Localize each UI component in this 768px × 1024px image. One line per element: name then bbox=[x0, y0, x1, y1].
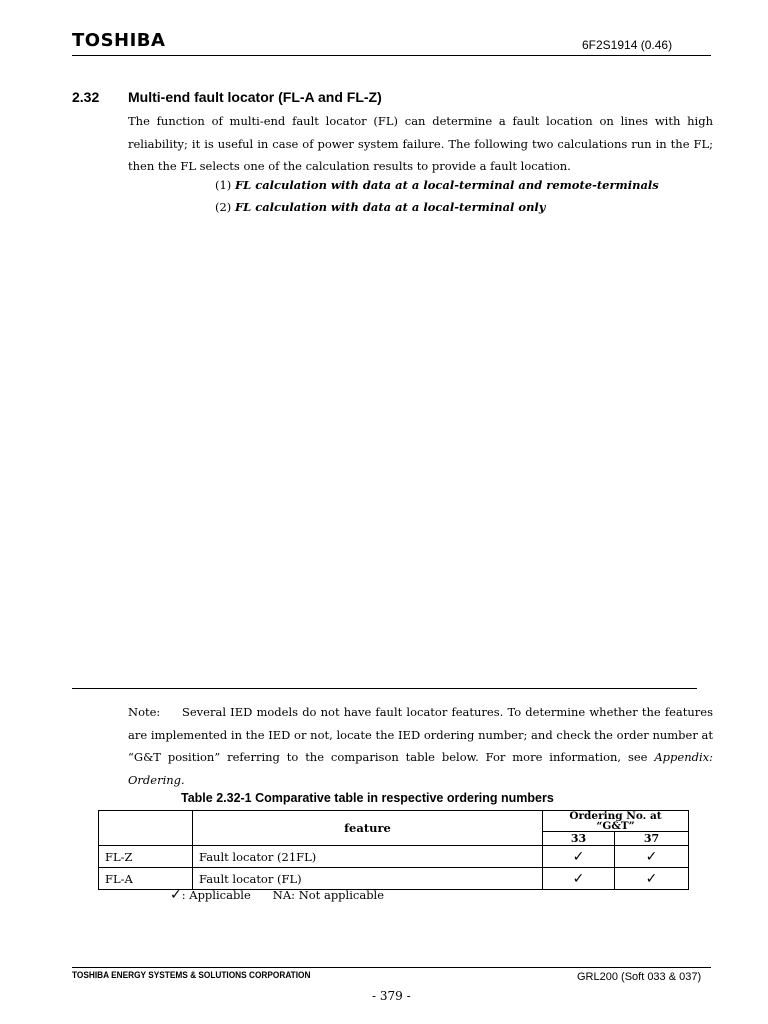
calculation-label: (2) bbox=[215, 200, 232, 214]
check-icon: ✓ bbox=[572, 848, 585, 865]
intro-paragraph: The function of multi-end fault locator (FL) can determine a fault location on lines with high reliability; it is useful in case of power system failure. The following two calculations run in the FL; then the FL selects one of the calculation results to provide a fault location. bbox=[128, 114, 713, 173]
row-feature: Fault locator (FL) bbox=[193, 868, 543, 890]
table-legend bbox=[170, 887, 384, 903]
header-rule bbox=[72, 55, 711, 56]
footer-corporation: TOSHIBA ENERGY SYSTEMS & SOLUTIONS CORPORATION bbox=[72, 970, 311, 980]
row-feature: Fault locator (21FL) bbox=[193, 846, 543, 868]
table-header-code bbox=[99, 811, 193, 846]
section-title: Multi-end fault locator (FL-A and FL-Z) bbox=[128, 89, 382, 105]
calculation-item-1 bbox=[215, 178, 659, 192]
note-text: Several IED models do not have fault locator features. To determine whether the features are implemented in the IED or not, locate the IED ordering number; and check the order number at “G&T position” referring to the comparison table below. For more information, see bbox=[128, 705, 713, 764]
check-icon: ✓ bbox=[572, 870, 585, 887]
table-header-37: 37 bbox=[615, 832, 689, 846]
legend-applicable: : Applicable bbox=[181, 888, 251, 902]
table-header-33: 33 bbox=[543, 832, 615, 846]
section-number: 2.32 bbox=[72, 89, 100, 105]
table-row bbox=[99, 846, 689, 868]
table-header-ordering: Ordering No. at “G&T” bbox=[543, 811, 689, 832]
note-label: Note: bbox=[128, 705, 161, 719]
table-header-feature: feature bbox=[193, 811, 543, 846]
legend-not-applicable: NA: Not applicable bbox=[272, 888, 385, 902]
footer-rule bbox=[72, 967, 711, 968]
comparison-table bbox=[98, 810, 689, 890]
table-header-row bbox=[99, 811, 689, 832]
document-id: 6F2S1914 (0.46) bbox=[582, 38, 673, 52]
calculation-text: FL calculation with data at a local-terminal only bbox=[234, 200, 546, 214]
row-code: FL-A bbox=[99, 868, 193, 890]
check-icon: ✓ bbox=[170, 887, 182, 903]
footer-product: GRL200 (Soft 033 & 037) bbox=[577, 971, 702, 983]
table-title: Table 2.32-1 Comparative table in respective ordering numbers bbox=[181, 791, 554, 805]
check-icon: ✓ bbox=[645, 870, 658, 887]
calculation-text: FL calculation with data at a local-terminal and remote-terminals bbox=[234, 178, 659, 192]
row-code: FL-Z bbox=[99, 846, 193, 868]
calculation-item-2 bbox=[215, 200, 545, 214]
toshiba-logo: TOSHIBA bbox=[72, 30, 166, 51]
page-number: - 379 - bbox=[372, 989, 411, 1003]
calculation-label: (1) bbox=[215, 178, 232, 192]
appendix-reference[interactable]: Appendix: Ordering. bbox=[128, 750, 713, 787]
section-divider bbox=[72, 688, 697, 689]
note-paragraph bbox=[128, 701, 713, 791]
check-icon: ✓ bbox=[645, 848, 658, 865]
